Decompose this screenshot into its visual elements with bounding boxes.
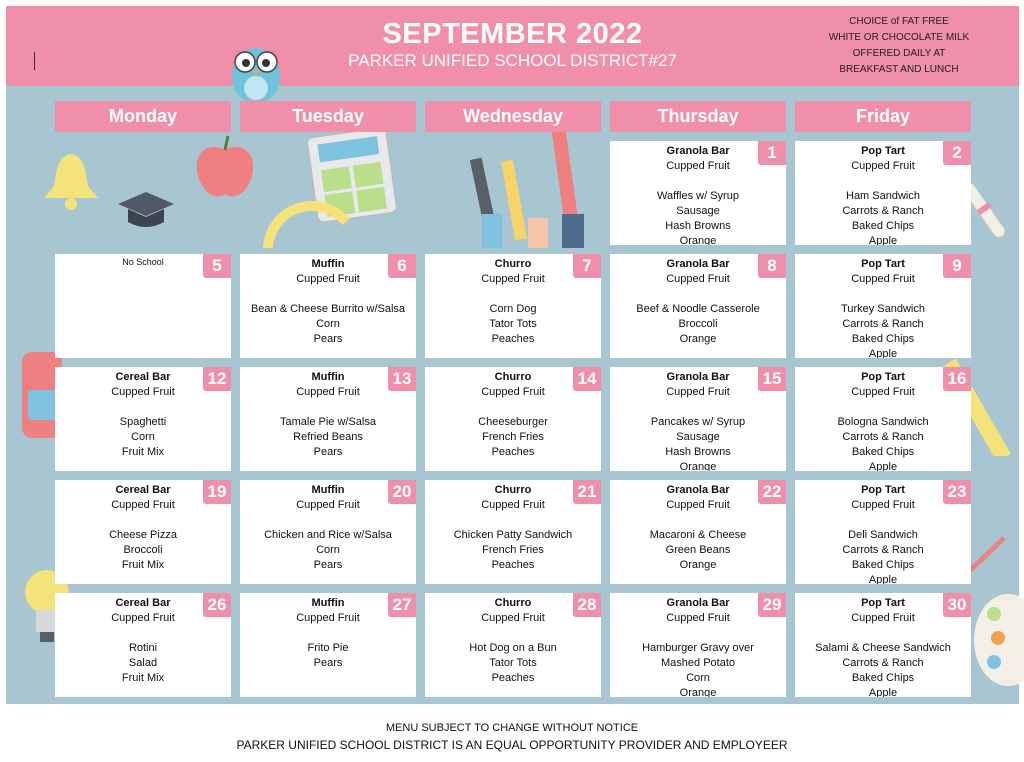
breakfast-item: Churro	[494, 597, 532, 609]
milk-note-line: WHITE OR CHOCOLATE MILK	[828, 32, 970, 43]
breakfast-item: Cupped Fruit	[111, 612, 175, 624]
lunch-menu	[425, 302, 601, 347]
lunch-item: Chicken Patty Sandwich	[453, 529, 573, 541]
lunch-item: Tamale Pie w/Salsa	[280, 416, 376, 428]
lunch-item: Macaroni & Cheese	[649, 529, 747, 541]
lunch-item: Bean & Cheese Burrito w/Salsa	[250, 303, 406, 315]
lunch-item: Rotini	[128, 642, 158, 654]
lunch-menu	[240, 641, 416, 671]
breakfast-item: Cereal Bar	[115, 371, 171, 383]
lunch-item: Corn	[316, 318, 340, 330]
day-cell	[610, 254, 786, 358]
date-number: 27	[388, 593, 416, 617]
day-cell	[55, 367, 231, 471]
lunch-menu	[240, 528, 416, 573]
day-cell	[795, 593, 971, 697]
lunch-item: Tator Tots	[489, 657, 537, 669]
breakfast-item: Cupped Fruit	[481, 273, 545, 285]
breakfast-item: Cupped Fruit	[666, 160, 730, 172]
breakfast-item: Cupped Fruit	[296, 612, 360, 624]
lunch-item: Refried Beans	[293, 431, 363, 443]
lunch-item: Beef & Noodle Casserole	[636, 303, 760, 315]
lunch-item: Broccoli	[678, 318, 718, 330]
day-header-thursday: Thursday	[610, 101, 786, 132]
breakfast-item: Muffin	[311, 597, 345, 609]
day-cell	[610, 480, 786, 584]
no-school-note: No School	[122, 257, 164, 267]
lunch-item: Green Beans	[665, 544, 731, 556]
lunch-item: Apple	[868, 461, 898, 471]
lunch-item: Tator Tots	[489, 318, 537, 330]
day-cell	[795, 254, 971, 358]
breakfast-item: Cupped Fruit	[851, 386, 915, 398]
date-number: 13	[388, 367, 416, 391]
lunch-item: Salami & Cheese Sandwich	[815, 642, 951, 654]
lunch-item: Baked Chips	[851, 672, 915, 684]
bell-icon	[36, 146, 106, 216]
lunch-item: Fruit Mix	[121, 672, 165, 684]
lunch-item: Carrots & Ranch	[842, 318, 924, 330]
breakfast-item: Cupped Fruit	[666, 612, 730, 624]
breakfast-item: Pop Tart	[861, 597, 905, 609]
lunch-item: Turkey Sandwich	[841, 303, 925, 315]
apple-icon	[188, 130, 262, 204]
milk-note-line: OFFERED DAILY AT	[852, 48, 946, 59]
breakfast-item: Granola Bar	[666, 484, 730, 496]
lunch-menu	[610, 415, 786, 471]
lunch-item: Bologna Sandwich	[837, 416, 929, 428]
page-title: SEPTEMBER 2022	[382, 18, 643, 50]
breakfast-item: Cupped Fruit	[296, 499, 360, 511]
breakfast-item: Cupped Fruit	[111, 386, 175, 398]
lunch-menu	[795, 528, 971, 584]
day-cell	[425, 254, 601, 358]
day-cell	[610, 367, 786, 471]
lunch-menu	[425, 528, 601, 573]
lunch-item: Spaghetti	[119, 416, 167, 428]
lunch-item: Frito Pie	[307, 642, 349, 654]
breakfast-item: Pop Tart	[861, 484, 905, 496]
lunch-item: Mashed Potato	[661, 657, 735, 669]
lunch-item: French Fries	[482, 544, 544, 556]
day-header-monday: Monday	[55, 101, 231, 132]
calendar-sheet	[6, 6, 1019, 704]
breakfast-item: Churro	[494, 484, 532, 496]
pencils-hands-icon	[468, 118, 598, 258]
lunch-menu	[55, 415, 231, 460]
district-name: PARKER UNIFIED SCHOOL DISTRICT#27	[348, 51, 677, 70]
lunch-item: Ham Sandwich	[846, 190, 920, 202]
lunch-menu	[795, 302, 971, 358]
date-number: 30	[943, 593, 971, 617]
lunch-item: Orange	[679, 461, 717, 471]
lunch-menu	[610, 302, 786, 347]
lunch-item: Deli Sandwich	[848, 529, 918, 541]
day-cell	[55, 254, 231, 358]
lunch-item: Corn	[131, 431, 155, 443]
lunch-item: Carrots & Ranch	[842, 657, 924, 669]
lunch-item: Chicken and Rice w/Salsa	[264, 529, 392, 541]
breakfast-item: Granola Bar	[666, 371, 730, 383]
breakfast-item: Cupped Fruit	[481, 499, 545, 511]
day-cell	[795, 141, 971, 245]
breakfast-item: Cupped Fruit	[296, 386, 360, 398]
breakfast-item: Cupped Fruit	[851, 273, 915, 285]
menu-change-notice: MENU SUBJECT TO CHANGE WITHOUT NOTICE	[385, 722, 639, 734]
lunch-item: Corn	[686, 672, 710, 684]
lunch-item: Orange	[679, 559, 717, 571]
breakfast-item: Cupped Fruit	[666, 499, 730, 511]
breakfast-item: Granola Bar	[666, 597, 730, 609]
lunch-item: Sausage	[676, 431, 720, 443]
day-cell	[55, 593, 231, 697]
lunch-menu	[425, 641, 601, 686]
date-number: 29	[758, 593, 786, 617]
lunch-item: Corn Dog	[489, 303, 537, 315]
lunch-item: Carrots & Ranch	[842, 544, 924, 556]
lunch-item: Baked Chips	[851, 446, 915, 458]
date-number: 5	[203, 254, 231, 278]
breakfast-item: Cupped Fruit	[666, 273, 730, 285]
lunch-item: Carrots & Ranch	[842, 431, 924, 443]
lunch-item: Peaches	[491, 672, 535, 684]
lunch-item: Orange	[679, 333, 717, 345]
date-number: 7	[573, 254, 601, 278]
day-cell	[240, 480, 416, 584]
date-number: 16	[943, 367, 971, 391]
breakfast-item: Pop Tart	[861, 145, 905, 157]
lunch-item: Waffles w/ Syrup	[657, 190, 739, 202]
paint-palette-icon	[968, 592, 1024, 688]
date-number: 9	[943, 254, 971, 278]
lunch-menu	[610, 189, 786, 245]
breakfast-item: Cupped Fruit	[111, 499, 175, 511]
day-cell	[610, 141, 786, 245]
date-number: 26	[203, 593, 231, 617]
lunch-item: Pears	[313, 333, 343, 345]
lunch-item: Hamburger Gravy over	[642, 642, 754, 654]
lunch-menu	[425, 415, 601, 460]
day-cell	[425, 593, 601, 697]
milk-note-line: CHOICE of FAT FREE	[849, 16, 949, 27]
date-number: 15	[758, 367, 786, 391]
date-number: 1	[758, 141, 786, 165]
breakfast-item: Cupped Fruit	[851, 612, 915, 624]
day-cell	[55, 480, 231, 584]
lunch-item: Carrots & Ranch	[842, 205, 924, 217]
date-number: 8	[758, 254, 786, 278]
lunch-menu	[610, 528, 786, 573]
lunch-item: Cheeseburger	[478, 416, 548, 428]
breakfast-item: Cereal Bar	[115, 597, 171, 609]
date-number: 21	[573, 480, 601, 504]
breakfast-item: Cupped Fruit	[851, 160, 915, 172]
breakfast-item: Churro	[494, 371, 532, 383]
date-number: 22	[758, 480, 786, 504]
lunch-menu	[55, 528, 231, 573]
breakfast-item: Churro	[494, 258, 532, 270]
breakfast-item: Cupped Fruit	[851, 499, 915, 511]
breakfast-item: Muffin	[311, 484, 345, 496]
day-header-tuesday: Tuesday	[240, 101, 416, 132]
lunch-menu	[795, 189, 971, 245]
lunch-item: Peaches	[491, 333, 535, 345]
day-cell	[795, 367, 971, 471]
breakfast-item: Granola Bar	[666, 145, 730, 157]
lunch-item: Peaches	[491, 559, 535, 571]
lunch-item: Salad	[128, 657, 158, 669]
day-cell	[425, 367, 601, 471]
lunch-item: Pears	[313, 657, 343, 669]
breakfast-item: Muffin	[311, 258, 345, 270]
breakfast-item: Cupped Fruit	[481, 612, 545, 624]
lunch-item: Cheese Pizza	[109, 529, 177, 541]
day-cell	[610, 593, 786, 697]
equal-opportunity-notice: PARKER UNIFIED SCHOOL DISTRICT IS AN EQUAL OPPORTUNITY PROVIDER AND EMPLOYEER	[236, 738, 788, 752]
lunch-item: Hash Browns	[665, 446, 731, 458]
lunch-item: Fruit Mix	[121, 446, 165, 458]
lunch-item: Fruit Mix	[121, 559, 165, 571]
lunch-item: Hot Dog on a Bun	[469, 642, 557, 654]
breakfast-item: Muffin	[311, 371, 345, 383]
lunch-menu	[240, 302, 416, 347]
breakfast-item: Granola Bar	[666, 258, 730, 270]
date-number: 28	[573, 593, 601, 617]
date-number: 12	[203, 367, 231, 391]
breakfast-item: Cupped Fruit	[296, 273, 360, 285]
breakfast-item: Pop Tart	[861, 258, 905, 270]
breakfast-item: Cereal Bar	[115, 484, 171, 496]
day-cell	[240, 254, 416, 358]
lunch-item: Pancakes w/ Syrup	[650, 416, 746, 428]
date-number: 19	[203, 480, 231, 504]
lunch-item: French Fries	[482, 431, 544, 443]
milk-note-line: BREAKFAST AND LUNCH	[839, 64, 959, 75]
day-cell	[795, 480, 971, 584]
lunch-menu	[795, 641, 971, 697]
text-cursor	[34, 52, 35, 70]
lunch-item: Broccoli	[123, 544, 163, 556]
lunch-item: Orange	[679, 235, 717, 245]
header-banner	[6, 6, 1019, 86]
protractor-icon	[262, 192, 352, 252]
day-header-wednesday: Wednesday	[425, 101, 601, 132]
lunch-item: Sausage	[676, 205, 720, 217]
date-number: 20	[388, 480, 416, 504]
breakfast-item: Cupped Fruit	[481, 386, 545, 398]
owl-icon	[226, 36, 286, 108]
lunch-item: Pears	[313, 446, 343, 458]
day-cell	[240, 367, 416, 471]
breakfast-item: Pop Tart	[861, 371, 905, 383]
lunch-menu	[55, 641, 231, 686]
lunch-menu	[240, 415, 416, 460]
lunch-item: Apple	[868, 574, 898, 584]
lunch-item: Apple	[868, 348, 898, 358]
lunch-item: Baked Chips	[851, 333, 915, 345]
lunch-item: Apple	[868, 235, 898, 245]
breakfast-item: Cupped Fruit	[666, 386, 730, 398]
date-number: 6	[388, 254, 416, 278]
lunch-item: Baked Chips	[851, 220, 915, 232]
day-header-friday: Friday	[795, 101, 971, 132]
lunch-menu	[610, 641, 786, 697]
milk-note	[799, 14, 999, 78]
lunch-item: Baked Chips	[851, 559, 915, 571]
day-cell	[425, 480, 601, 584]
lunch-item: Pears	[313, 559, 343, 571]
lunch-item: Corn	[316, 544, 340, 556]
lunch-item: Orange	[679, 687, 717, 697]
graduation-cap-icon	[114, 190, 178, 234]
lunch-item: Hash Browns	[665, 220, 731, 232]
lunch-item: Peaches	[491, 446, 535, 458]
day-cell	[240, 593, 416, 697]
date-number: 2	[943, 141, 971, 165]
date-number: 14	[573, 367, 601, 391]
lunch-item: Apple	[868, 687, 898, 697]
lunch-menu	[795, 415, 971, 471]
date-number: 23	[943, 480, 971, 504]
